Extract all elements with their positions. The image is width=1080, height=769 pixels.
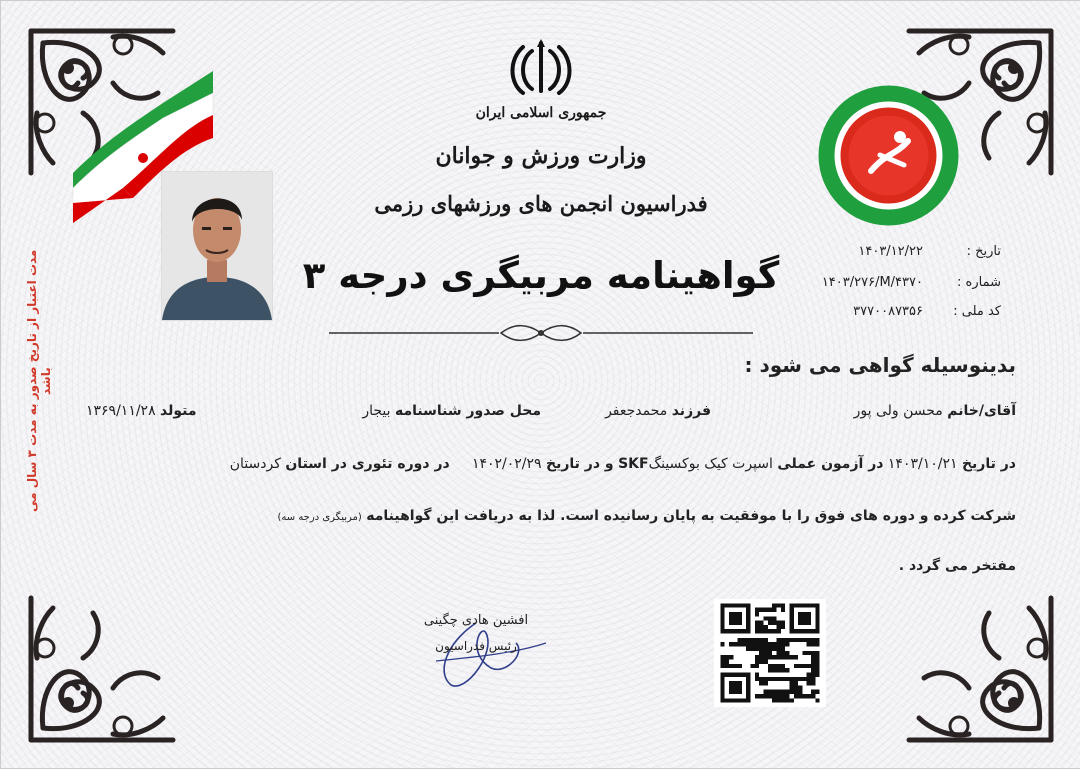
completion-row [278,508,1017,524]
honor-row [899,558,1016,574]
certificate-title: گواهینامه مربیگری درجه ۳ [302,254,780,297]
header-ministry: وزارت ورزش و جوانان [435,143,647,169]
title-divider [329,323,753,343]
birth-label: متولد [160,403,197,419]
number-label: شماره : [957,275,1001,290]
federation-logo-icon [816,83,961,228]
father-row [605,403,711,419]
honor-text: مفتخر می گردد . [898,558,1016,574]
province: کردستان [229,456,281,472]
signatory-name: افشین هادی چگینی [423,613,529,628]
national-id-value: ۳۷۷۰۰۸۷۳۵۶ [853,304,923,319]
meta-national-id [788,304,1001,319]
number-value: ۱۴۰۳/۲۷۶/M/۴۳۷۰ [821,275,923,290]
header-republic: جمهوری اسلامی ایران [475,105,607,121]
holder-photo [161,171,273,321]
meta-number [788,275,1001,290]
qr-code [714,599,826,707]
birth-date: ۱۳۶۹/۱۱/۲۸ [86,403,156,419]
practical-date: ۱۴۰۳/۱۰/۲۱ [887,456,958,472]
date-label: تاریخ : [966,244,1001,259]
father-name: محمدجعفر [605,403,668,419]
issue-place-label: محل صدور شناسنامه [394,403,541,419]
theory-label: در دوره تئوری در استان [285,456,450,472]
on-date-label: در تاریخ [961,456,1016,472]
signatory-role: رئیس فدراسیون [435,639,517,653]
intro-text: بدینوسیله گواهی می شود : [744,353,1016,377]
corner-ornament-bottom-right [884,573,1059,748]
exam-row [230,456,1016,472]
completion-text: شرکت کرده و دوره های فوق را با موفقیت به پایان رسانیده است. لذا به دریافت این گواهینامه [366,508,1016,524]
father-label: فرزند [671,403,711,419]
header-federation: فدراسیون انجمن های ورزشهای رزمی [374,191,708,216]
and-on-date: و در تاریخ [546,456,614,472]
practical-exam-label: در آزمون عملی [777,456,884,472]
style: SKF [618,456,649,472]
mr-label: آقای/خانم [947,403,1016,419]
meta-date [788,244,1001,259]
iran-emblem-icon [508,37,574,99]
validity-note: مدت اعتبار از تاریخ صدور به مدت ۳ سال می باشد [25,249,53,513]
holder-name-row [854,403,1016,419]
issue-place: بیجار [362,403,391,419]
corner-ornament-bottom-left [23,573,198,748]
birth-row [86,403,197,419]
national-id-label: کد ملی : [953,304,1001,319]
holder-name: محسن ولی پور [853,403,943,419]
discipline: اسپرت کیک بوکسینگ [648,456,773,472]
issue-place-row [362,403,541,419]
completion-grade: (مربیگری درجه سه) [277,512,362,523]
theory-date: ۱۴۰۲/۰۲/۲۹ [471,456,542,472]
date-value: ۱۴۰۳/۱۲/۲۲ [858,244,923,259]
